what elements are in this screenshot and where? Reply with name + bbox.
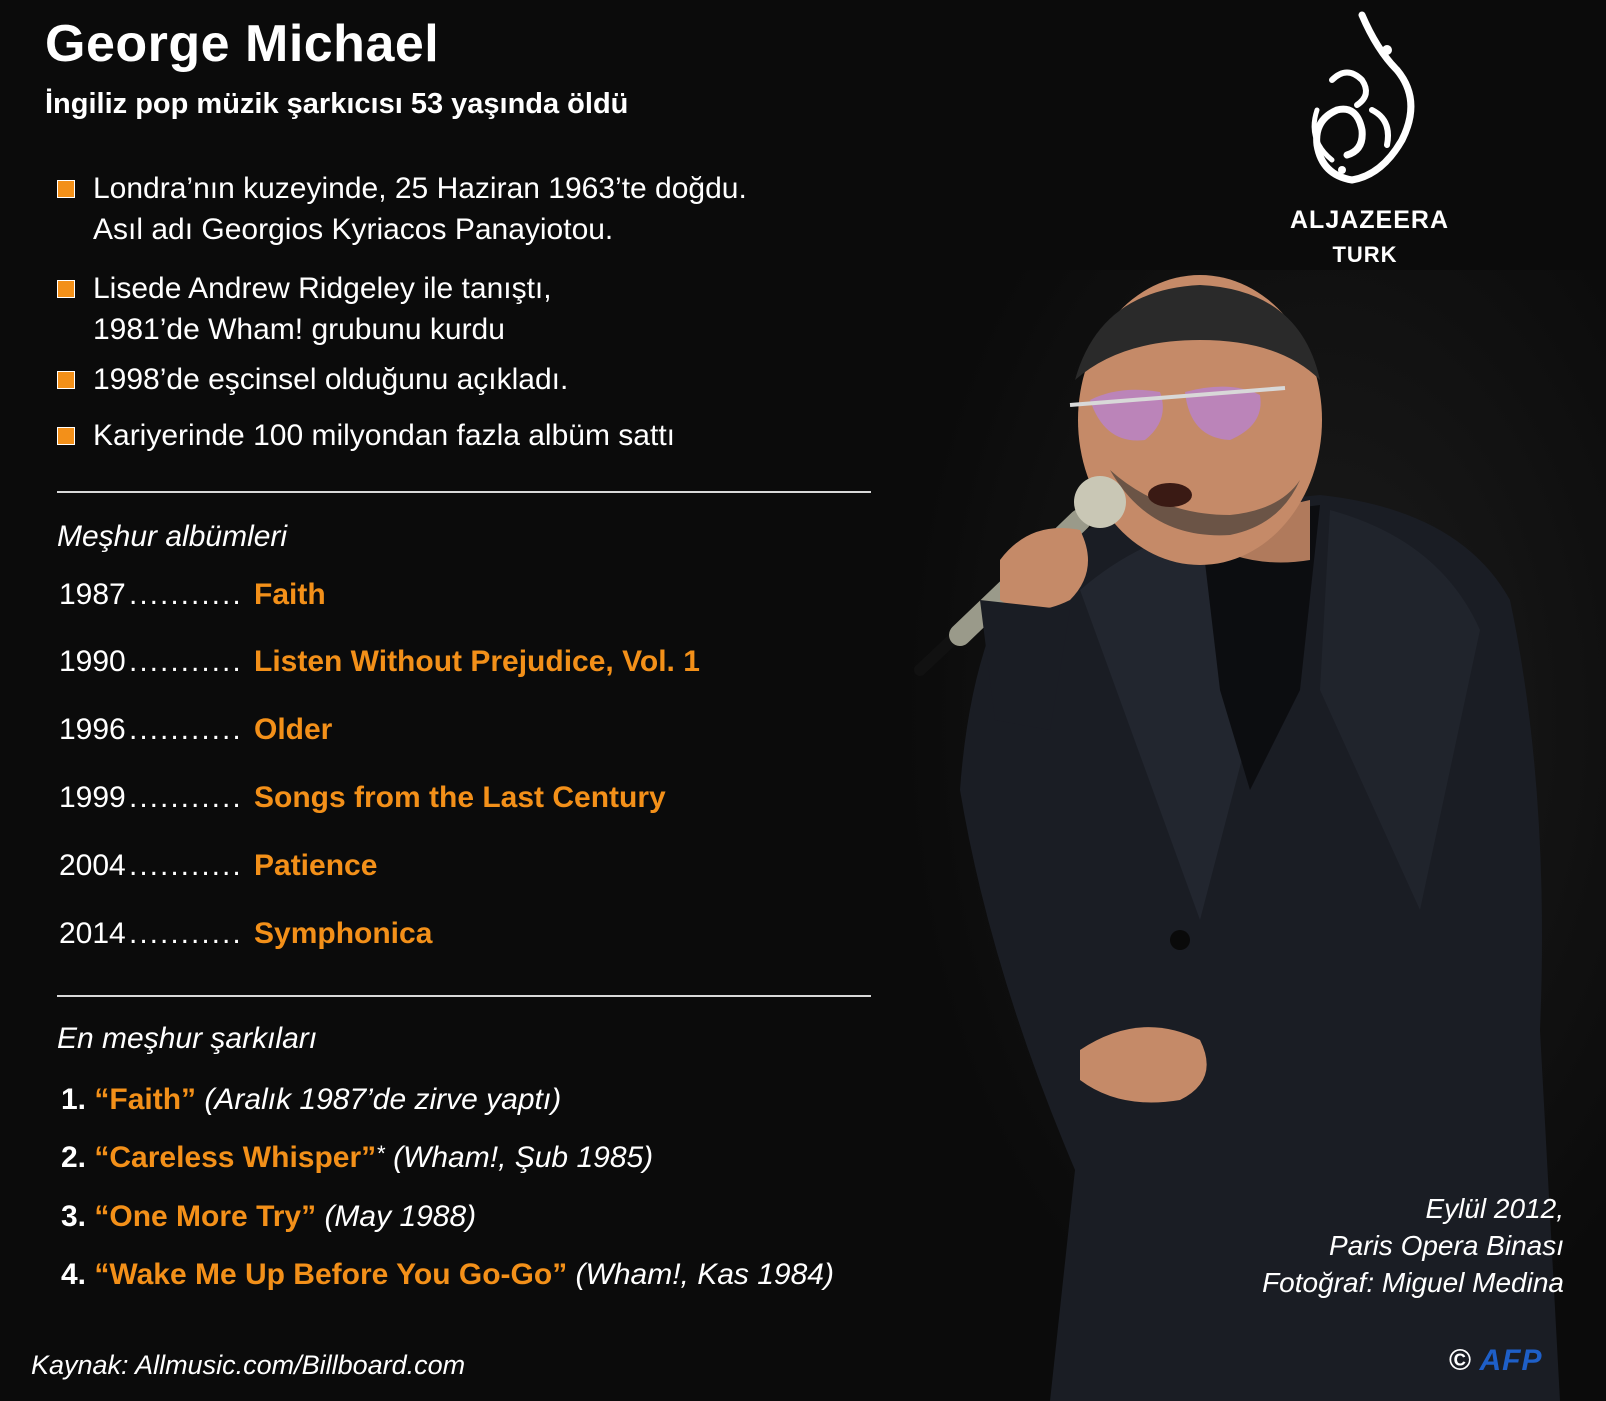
album-leader: ........... [129, 917, 243, 950]
fact-line: 1998’de eşcinsel olduğunu açıkladı. [93, 363, 569, 396]
song-detail: (Wham!, Kas 1984) [575, 1258, 834, 1291]
song-number: 2. [61, 1141, 87, 1174]
fact-item [57, 359, 568, 400]
square-bullet-icon [57, 427, 75, 445]
fact-item [57, 415, 675, 456]
album-name: Symphonica [254, 917, 433, 950]
songs-heading: En meşhur şarkıları [57, 1022, 318, 1055]
album-row [59, 578, 326, 612]
album-name: Listen Without Prejudice, Vol. 1 [254, 645, 700, 678]
song-title: “One More Try” [94, 1200, 317, 1233]
song-detail: (May 1988) [324, 1200, 477, 1233]
song-detail: (Wham!, Şub 1985) [393, 1141, 654, 1174]
square-bullet-icon [57, 180, 75, 198]
fact-line: Asıl adı Georgios Kyriacos Panayiotou. [93, 213, 614, 246]
song-title: “Careless Whisper” [94, 1141, 377, 1174]
fact-line: Kariyerinde 100 milyondan fazla albüm sattı [93, 419, 675, 452]
divider [57, 995, 871, 997]
album-name: Patience [254, 849, 378, 882]
album-row [59, 917, 432, 951]
afp-logo: AFP [1479, 1344, 1543, 1377]
logo-sub: TURK [1332, 242, 1398, 267]
divider [57, 491, 871, 493]
album-row [59, 713, 332, 747]
fact-item [57, 268, 552, 350]
copyright-icon: © [1449, 1344, 1472, 1377]
album-row [59, 849, 377, 883]
caption-line: Paris Opera Binası [1329, 1230, 1564, 1261]
song-number: 4. [61, 1258, 87, 1291]
song-row [61, 1258, 834, 1292]
song-row [61, 1083, 561, 1117]
source-credit: Kaynak: Allmusic.com/Billboard.com [31, 1350, 466, 1380]
album-leader: ........... [129, 645, 243, 678]
fact-line: Lisede Andrew Ridgeley ile tanıştı, [93, 272, 552, 305]
fact-line: Londra’nın kuzeyinde, 25 Haziran 1963’te doğdu. [93, 172, 747, 205]
song-number: 3. [61, 1200, 87, 1233]
song-asterisk: * [376, 1141, 385, 1166]
album-year: 1996 [59, 713, 126, 746]
album-leader: ........... [129, 849, 243, 882]
song-number: 1. [61, 1083, 87, 1116]
afp-copyright [1449, 1344, 1542, 1378]
album-year: 1990 [59, 645, 126, 678]
caption-line: Fotoğraf: Miguel Medina [1262, 1267, 1564, 1298]
album-year: 1987 [59, 578, 126, 611]
album-row [59, 781, 666, 815]
song-detail: (Aralık 1987’de zirve yaptı) [204, 1083, 562, 1116]
album-name: Faith [254, 578, 326, 611]
albums-heading: Meşhur albümleri [57, 520, 288, 553]
song-row [61, 1200, 476, 1234]
song-row [61, 1141, 653, 1175]
page-subtitle: İngiliz pop müzik şarkıcısı 53 yaşında öldü [45, 88, 629, 120]
song-title: “Faith” [94, 1083, 197, 1116]
page-title: George Michael [45, 15, 440, 73]
logo-name: ALJAZEERA [1290, 206, 1450, 234]
fact-line: 1981’de Wham! grubunu kurdu [93, 313, 505, 346]
fact-item [57, 168, 747, 250]
song-title: “Wake Me Up Before You Go-Go” [94, 1258, 568, 1291]
album-year: 1999 [59, 781, 126, 814]
album-leader: ........... [129, 781, 243, 814]
album-name: Older [254, 713, 333, 746]
caption-line: Eylül 2012, [1425, 1193, 1564, 1224]
photo-caption [1262, 1190, 1564, 1301]
aljazeera-calligraphy-icon [1302, 10, 1428, 195]
album-year: 2014 [59, 917, 126, 950]
album-year: 2004 [59, 849, 126, 882]
album-leader: ........... [129, 578, 243, 611]
album-name: Songs from the Last Century [254, 781, 666, 814]
album-leader: ........... [129, 713, 243, 746]
aljazeera-logo [1290, 10, 1450, 270]
square-bullet-icon [57, 280, 75, 298]
square-bullet-icon [57, 371, 75, 389]
album-row [59, 645, 700, 679]
